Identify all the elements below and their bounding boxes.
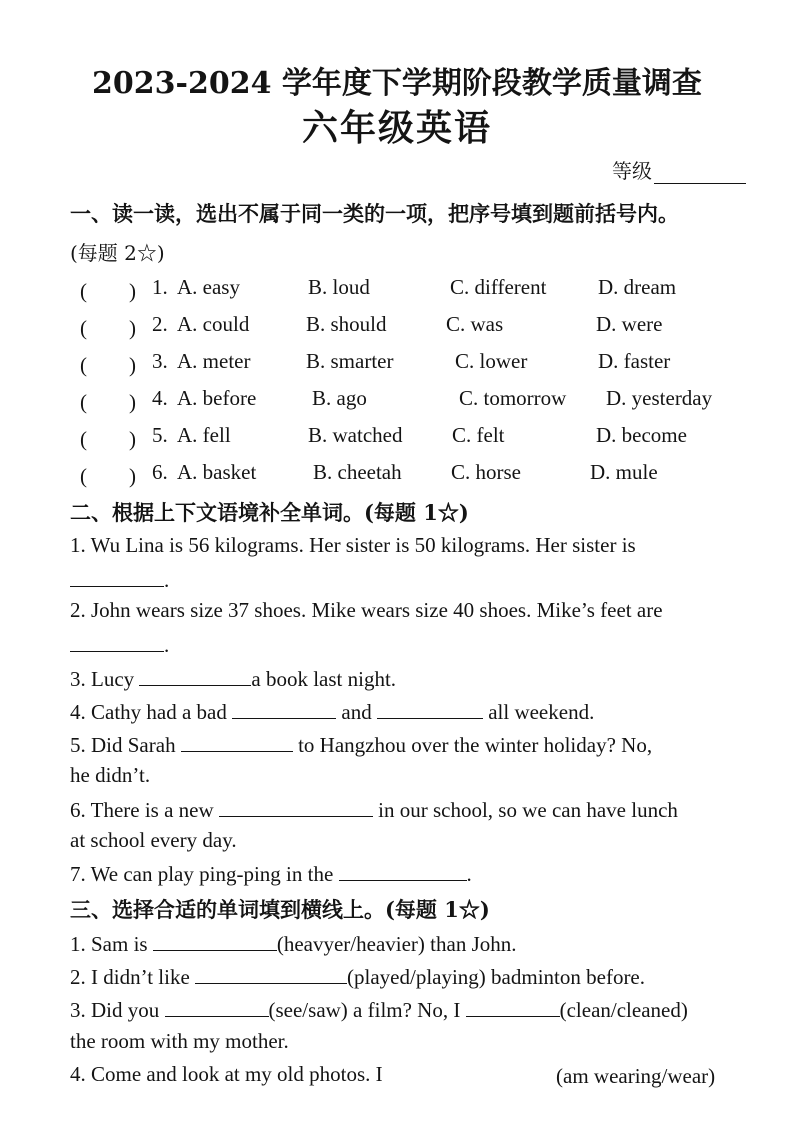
answer-blank[interactable] <box>181 731 293 752</box>
section3-heading: 三、选择合适的单词填到横线上。(每题 1☆) <box>70 897 490 922</box>
fill-question-1: 1. Wu Lina is 56 kilograms. Her sister is 50 kilograms. Her sister is <box>70 533 636 557</box>
exam-title: 2023-2024 学年度下学期阶段教学质量调查 <box>92 66 702 101</box>
fill-question-6-cont: at school every day. <box>70 828 237 852</box>
answer-blank[interactable] <box>377 698 483 719</box>
fill-question-6: 6. There is a new in our school, so we can have lunch <box>70 798 678 822</box>
fill-question-1-answer: . <box>70 566 169 593</box>
fill-question-2: 2. John wears size 37 shoes. Mike wears size 40 shoes. Mike’s feet are <box>70 598 663 622</box>
answer-paren[interactable]: ( ) <box>80 427 136 451</box>
choose-question-3-cont: the room with my mother. <box>70 1029 289 1053</box>
grade-field <box>612 155 746 184</box>
option-b: B. should <box>306 312 387 336</box>
answer-paren[interactable]: ( ) <box>80 464 136 488</box>
choice-row <box>80 423 760 453</box>
fill-question-5: 5. Did Sarah to Hangzhou over the winter holiday? No, <box>70 733 653 757</box>
choice-row <box>80 460 760 490</box>
choice-row <box>80 349 760 379</box>
section1-heading: 一、读一读，选出不属于同一类的一项，把序号填到题前括号内。 <box>70 201 679 226</box>
answer-blank[interactable] <box>165 996 269 1017</box>
answer-blank[interactable] <box>70 631 164 652</box>
option-c: C. horse <box>451 460 521 484</box>
answer-paren[interactable]: ( ) <box>80 390 136 414</box>
grade-blank[interactable] <box>654 165 746 184</box>
choose-question-1: 1. Sam is (heavyer/heavier) than John. <box>70 932 517 956</box>
option-c: C. tomorrow <box>459 386 567 410</box>
option-a: A. before <box>177 386 257 410</box>
option-a: A. could <box>177 312 250 336</box>
item-number: 2. <box>152 312 168 336</box>
choose-question-2: 2. I didn’t like (played/playing) badminton before. <box>70 965 646 989</box>
fill-question-5-cont: he didn’t. <box>70 763 151 787</box>
option-d: D. dream <box>598 275 677 299</box>
answer-blank[interactable] <box>153 930 277 951</box>
answer-blank[interactable] <box>139 665 251 686</box>
item-number: 1. <box>152 275 168 299</box>
choose-question-4-options: (am wearing/wear) <box>556 1064 716 1088</box>
item-number: 5. <box>152 423 168 447</box>
option-d: D. were <box>596 312 663 336</box>
section2-heading: 二、根据上下文语境补全单词。(每题 1☆) <box>70 500 469 525</box>
choose-question-4: 4. Come and look at my old photos. I <box>70 1062 383 1086</box>
option-c: C. lower <box>455 349 528 373</box>
answer-paren[interactable]: ( ) <box>80 316 136 340</box>
fill-question-2-answer: . <box>70 631 169 658</box>
option-c: C. different <box>450 275 547 299</box>
answer-blank[interactable] <box>70 566 164 587</box>
answer-blank[interactable] <box>466 996 560 1017</box>
section1-note: (每题 2☆) <box>70 241 165 265</box>
fill-question-4: 4. Cathy had a bad and all weekend. <box>70 700 595 724</box>
option-b: B. smarter <box>306 349 394 373</box>
answer-blank[interactable] <box>195 963 347 984</box>
answer-blank[interactable] <box>232 698 336 719</box>
item-number: 4. <box>152 386 168 410</box>
option-b: B. cheetah <box>313 460 402 484</box>
option-a: A. basket <box>177 460 257 484</box>
item-number: 6. <box>152 460 168 484</box>
fill-question-7: 7. We can play ping-ping in the . <box>70 862 472 886</box>
choice-row <box>80 312 760 342</box>
option-d: D. become <box>596 423 687 447</box>
exam-subtitle: 六年级英语 <box>301 107 492 149</box>
option-d: D. mule <box>590 460 658 484</box>
option-c: C. felt <box>452 423 505 447</box>
option-d: D. yesterday <box>606 386 713 410</box>
option-a: A. meter <box>177 349 251 373</box>
option-d: D. faster <box>598 349 671 373</box>
option-b: B. ago <box>312 386 367 410</box>
answer-blank[interactable] <box>219 796 373 817</box>
option-c: C. was <box>446 312 504 336</box>
answer-blank[interactable] <box>339 860 467 881</box>
option-a: A. easy <box>177 275 240 299</box>
grade-label: 等级 <box>612 159 652 183</box>
option-b: B. watched <box>308 423 403 447</box>
choose-question-3: 3. Did you (see/saw) a film? No, I (clean/cleaned) <box>70 998 688 1022</box>
choice-row <box>80 386 760 416</box>
answer-paren[interactable]: ( ) <box>80 279 136 303</box>
fill-question-3: 3. Lucy a book last night. <box>70 667 397 691</box>
option-b: B. loud <box>308 275 370 299</box>
item-number: 3. <box>152 349 168 373</box>
choice-row <box>80 275 760 305</box>
option-a: A. fell <box>177 423 231 447</box>
answer-paren[interactable]: ( ) <box>80 353 136 377</box>
